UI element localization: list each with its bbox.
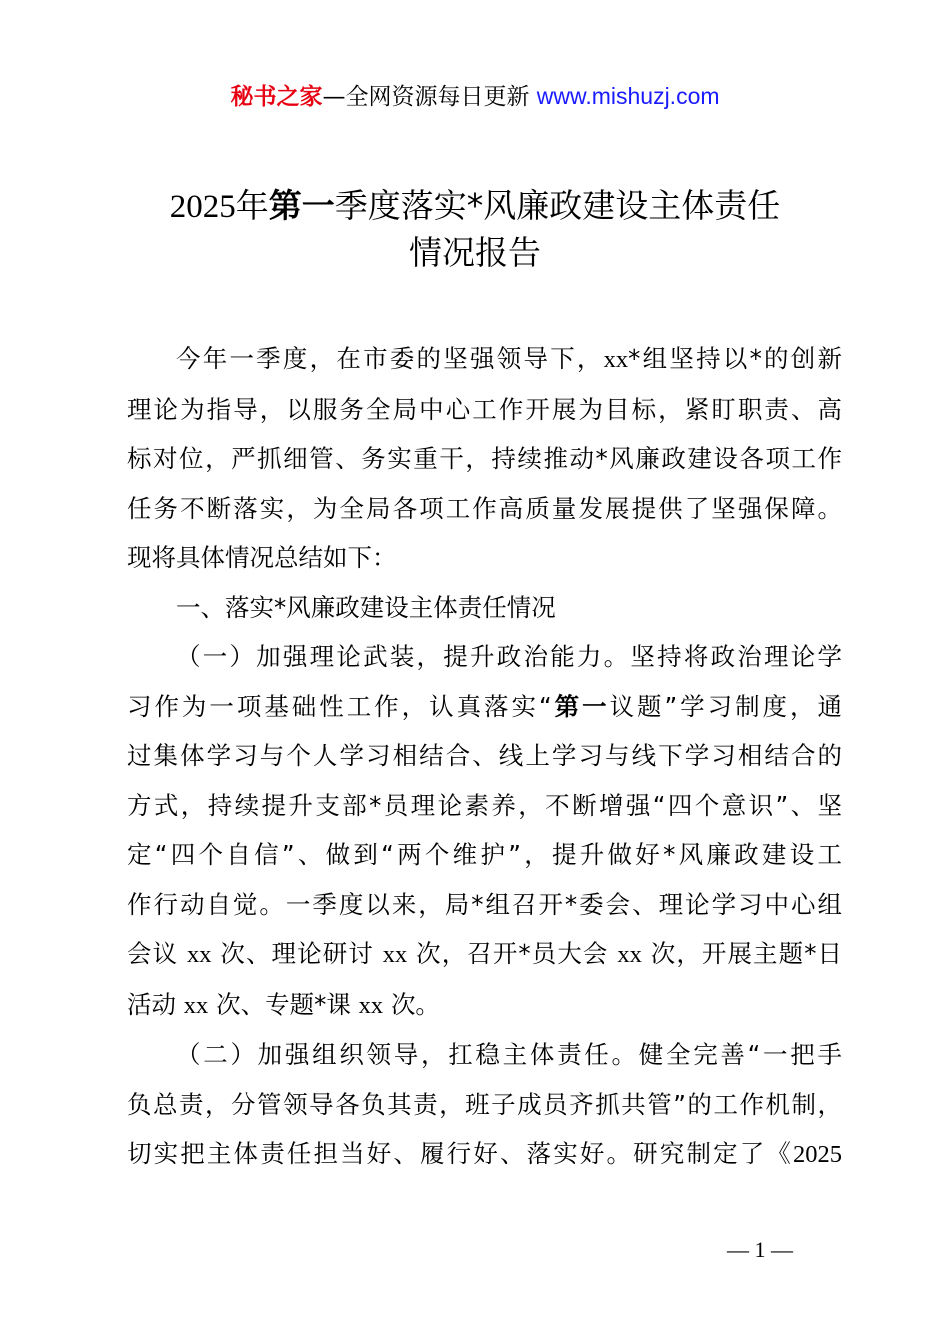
- text-run: 活动: [127, 989, 176, 1019]
- text-line: 理论为指导，以服务全局中心工作开展为目标，紧盯职责、高: [127, 394, 842, 424]
- text-line: [127, 334, 842, 385]
- text-run: xx: [617, 941, 642, 968]
- intro-paragraph: [127, 334, 842, 583]
- text-run: 2025: [793, 1141, 842, 1168]
- text-run: 习作为一项基础性工作，认真落实“: [127, 691, 552, 721]
- text-line: 标对位，严抓细管、务实重干，持续推动*风廉政建设各项工作: [127, 444, 842, 473]
- section-heading-1: [127, 583, 842, 633]
- text-line: 定“四个自信”、做到“两个维护”，提升做好*风廉政建设工: [127, 840, 842, 869]
- text-run: 次、理论研讨: [220, 939, 374, 968]
- text-run: 切实把主体责任担当好、履行好、落实好。研究制定了《: [127, 1139, 793, 1168]
- text-run: 第一: [551, 691, 610, 721]
- text-line: 过集体学习与个人学习相结合、线上学习与线下学习相结合的: [127, 741, 842, 770]
- heading-text: 一、落实*风廉政建设主体责任情况: [176, 592, 556, 622]
- text-line: 方式，持续提升支部*员理论素养，不断增强“四个意识”、坚: [127, 790, 842, 820]
- text-run: 次，召开*员大会: [416, 939, 609, 968]
- title-text-a: 年: [235, 186, 269, 225]
- text-run: xx: [603, 346, 629, 373]
- brand-name: 秘书之家: [230, 84, 323, 110]
- text-run: 次、专题*课: [216, 989, 351, 1019]
- site-header: [0, 80, 950, 113]
- text-run: xx: [358, 991, 384, 1019]
- text-run: xx: [382, 941, 408, 968]
- text-line: 现将具体情况总结如下：: [127, 543, 397, 572]
- header-slogan: —全网资源每日更新: [322, 84, 530, 110]
- title-line-2: 情况报告: [409, 233, 541, 272]
- text-run: 次，开展主题*日: [650, 939, 843, 968]
- text-line: 负总责，分管领导各负其责，班子成员齐抓共管”的工作机制，: [127, 1089, 842, 1119]
- title-line-1: [60, 183, 890, 230]
- title-year: 2025: [169, 189, 236, 225]
- text-run: 会议: [127, 939, 179, 968]
- text-line: [127, 1129, 842, 1180]
- document-body: [127, 334, 842, 1180]
- site-url-link[interactable]: www.mishuzj.com: [536, 83, 720, 109]
- section-paragraph-2: [127, 1030, 842, 1180]
- text-run: 今年一季度，在市委的坚强领导下，: [176, 344, 604, 373]
- section-paragraph-1: [127, 632, 842, 1030]
- text-line: [127, 980, 842, 1031]
- text-line: （二）加强组织领导，扛稳主体责任。健全完善“一把手: [176, 1040, 842, 1069]
- text-line: [127, 682, 842, 732]
- title-bold-text: 第一: [268, 186, 335, 225]
- text-line: （一）加强理论武装，提升政治能力。坚持将政治理论学: [176, 642, 842, 671]
- text-run: 议题”学习制度，通: [609, 691, 842, 721]
- text-run: *组坚持以*的创新: [628, 344, 843, 373]
- text-line: 任务不断落实，为全局各项工作高质量发展提供了坚强保障。: [127, 493, 842, 523]
- text-line: 作行动自觉。一季度以来，局*组召开*委会、理论学习中心组: [127, 889, 842, 919]
- document-title: [60, 183, 890, 276]
- text-line: [127, 929, 842, 980]
- text-run: xx: [183, 991, 209, 1019]
- title-text-b: 季度落实*风廉政建设主体责任: [334, 186, 781, 225]
- text-run: xx: [187, 941, 212, 968]
- page-number: — 1 —: [727, 1237, 793, 1262]
- text-run: 次。: [390, 989, 440, 1019]
